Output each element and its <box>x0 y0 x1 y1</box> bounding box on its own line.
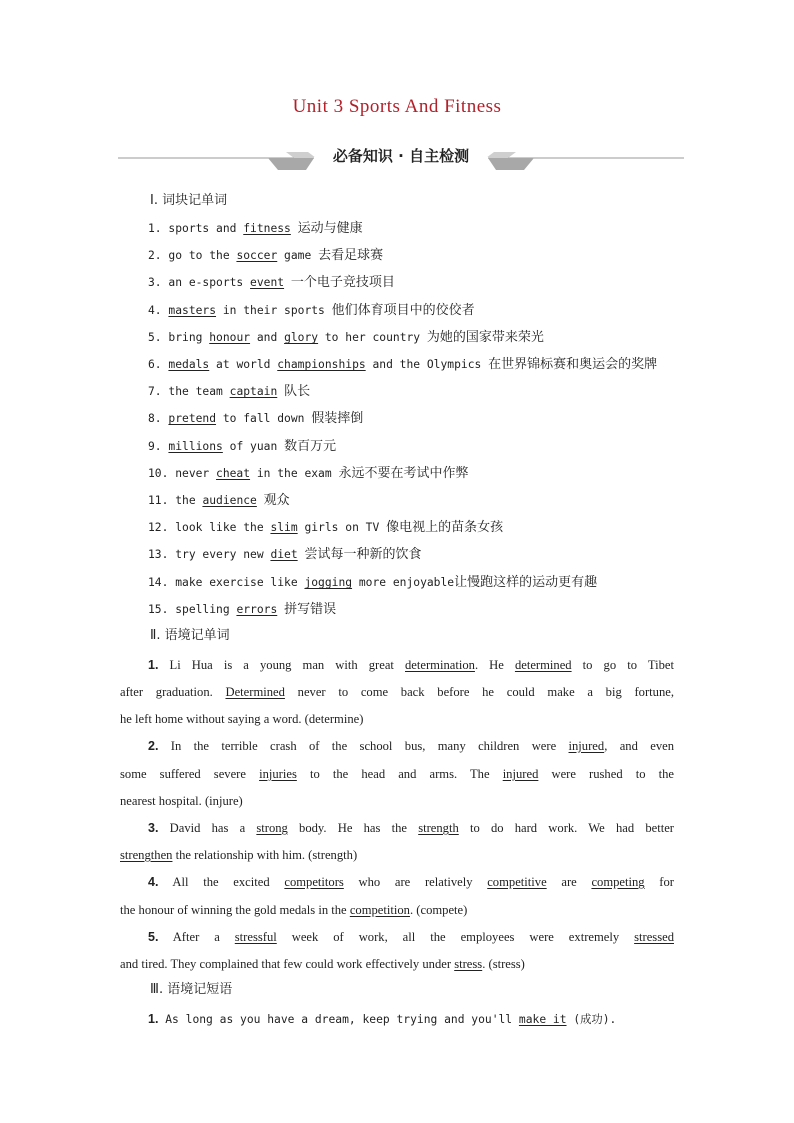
paragraph-2-line-3: nearest hospital. (injure) <box>120 794 243 808</box>
paragraph-1-line-2: after graduation. Determined never to come back before he could make a big fortune, <box>120 685 674 699</box>
paragraph-5-line-1: 5. After a stressful week of work, all the employees were extremely stressed <box>148 930 674 944</box>
vocab-item: 15. spelling errors 拼写错误 <box>148 602 337 617</box>
paragraph-4-line-2: the honour of winning the gold medals in the competition. (compete) <box>120 903 468 917</box>
vocab-item: 11. the audience 观众 <box>148 493 290 508</box>
vocab-item: 13. try every new diet 尝试每一种新的饮食 <box>148 547 422 562</box>
vocab-item: 12. look like the slim girls on TV 像电视上的苗条女孩 <box>148 520 504 535</box>
section-2-heading: Ⅱ. 语境记单词 <box>150 628 230 643</box>
vocab-item: 9. millions of yuan 数百万元 <box>148 439 337 454</box>
vocab-item: 7. the team captain 队长 <box>148 384 311 399</box>
phrase-item-1: 1. As long as you have a dream, keep trying and you'll make it (成功). <box>148 1012 617 1026</box>
paragraph-5-line-2: and tired. They complained that few could work effectively under stress. (stress) <box>120 957 525 971</box>
paragraph-2-line-2: some suffered severe injuries to the head and arms. The injured were rushed to the <box>120 767 674 781</box>
paragraph-3-line-1: 3. David has a strong body. He has the strength to do hard work. We had better <box>148 821 674 835</box>
page-title: Unit 3 Sports And Fitness <box>292 96 502 117</box>
paragraph-4-line-1: 4. All the excited competitors who are relatively competitive are competing for <box>148 875 674 889</box>
section-3-heading: Ⅲ. 语境记短语 <box>150 982 233 997</box>
vocab-item: 10. never cheat in the exam 永远不要在考试中作弊 <box>148 466 469 481</box>
banner-title: 必备知识 · 自主检测 <box>332 147 470 165</box>
vocab-item: 5. bring honour and glory to her country 为她的国家带来荣光 <box>148 330 544 345</box>
vocab-item: 2. go to the soccer game 去看足球赛 <box>148 248 384 263</box>
paragraph-2-line-1: 2. In the terrible crash of the school bus, many children were injured, and even <box>148 739 675 753</box>
vocab-item: 4. masters in their sports 他们体育项目中的佼佼者 <box>148 303 475 318</box>
section-banner <box>118 144 684 176</box>
vocab-item: 1. sports and fitness 运动与健康 <box>148 221 363 236</box>
paragraph-3-line-2: strengthen the relationship with him. (strength) <box>120 848 358 862</box>
section-1-heading: Ⅰ. 词块记单词 <box>150 193 228 208</box>
vocab-item: 14. make exercise like jogging more enjoyable让慢跑这样的运动更有趣 <box>148 575 598 590</box>
vocab-item: 6. medals at world championships and the Olympics 在世界锦标赛和奥运会的奖牌 <box>148 357 658 372</box>
paragraph-1-line-3: he left home without saying a word. (determine) <box>120 712 364 726</box>
vocab-item: 3. an e-sports event 一个电子竞技项目 <box>148 275 395 290</box>
paragraph-1-line-1: 1. Li Hua is a young man with great determination. He determined to go to Tibet <box>148 658 674 672</box>
vocab-item: 8. pretend to fall down 假装摔倒 <box>148 411 364 426</box>
